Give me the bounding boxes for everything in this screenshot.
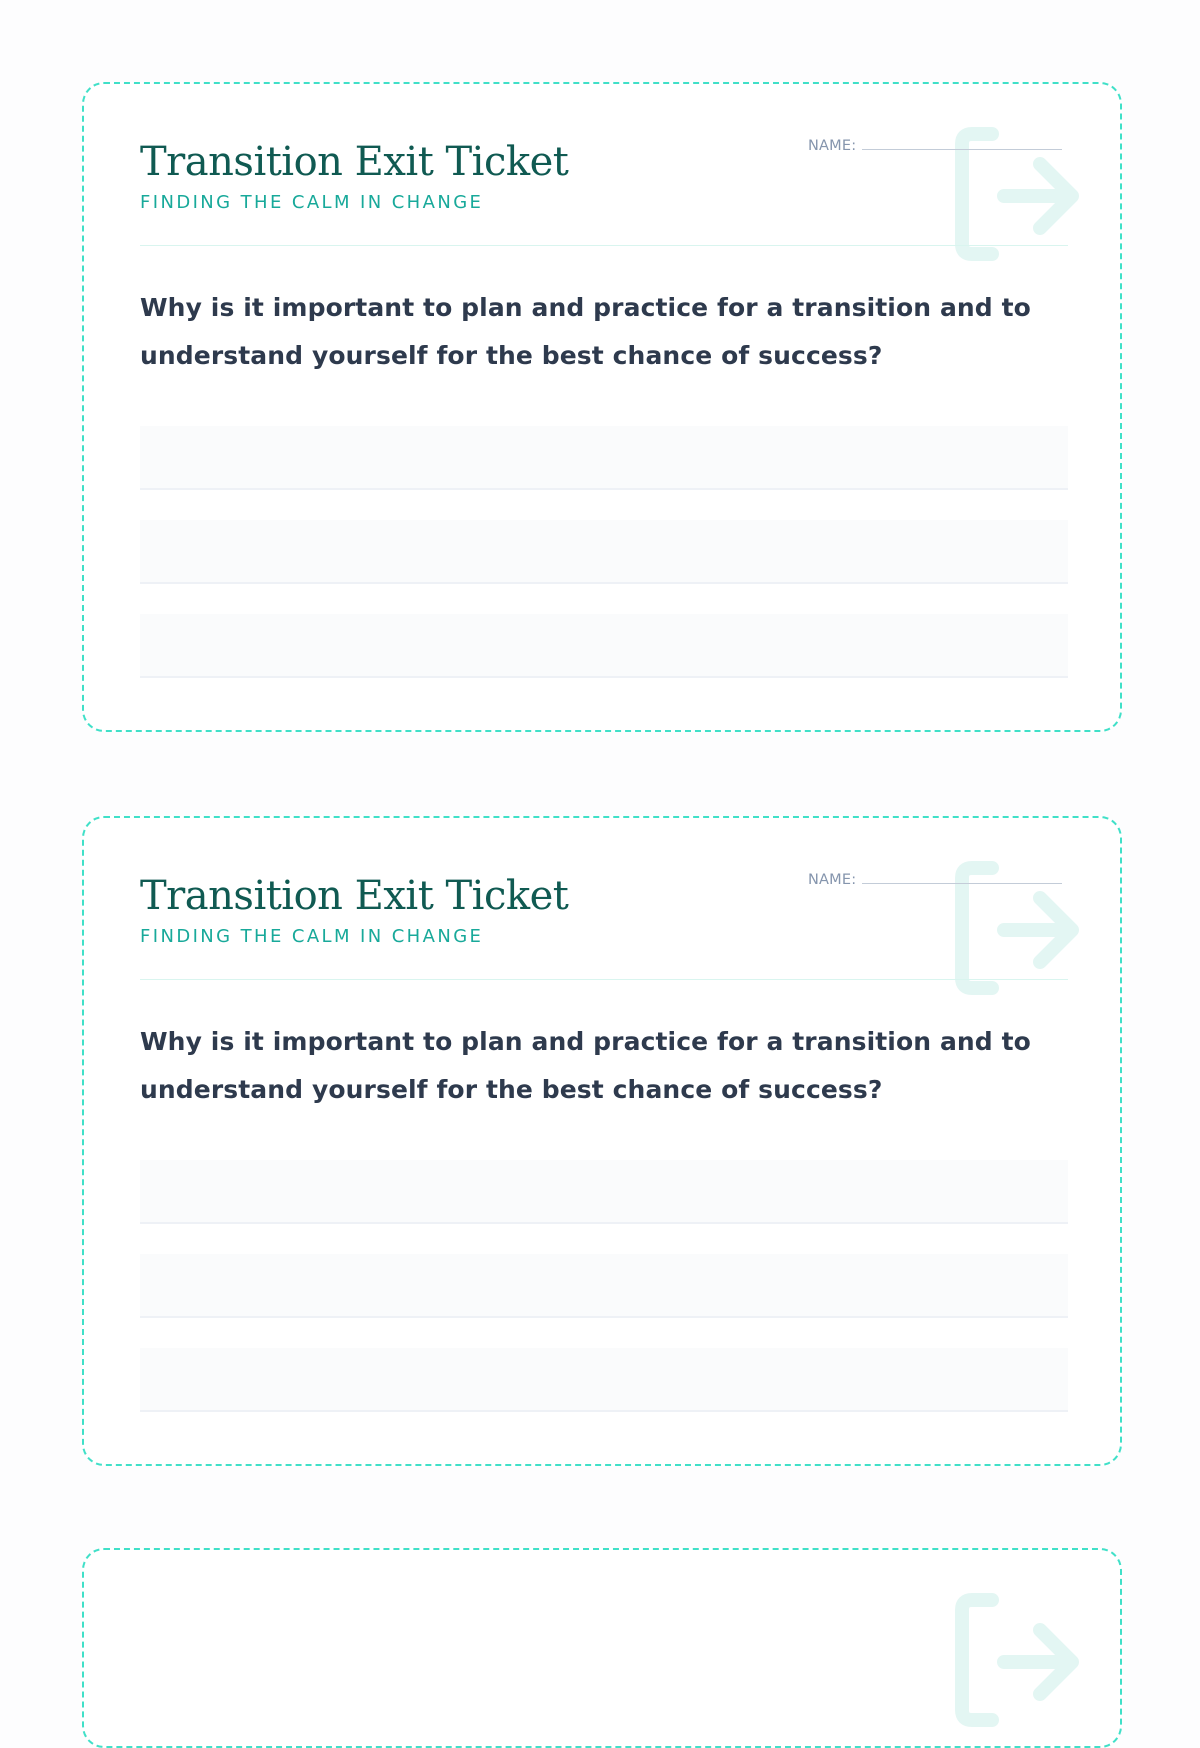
name-input-line[interactable] (862, 139, 1062, 150)
name-input-line[interactable] (862, 873, 1062, 884)
name-label: NAME: (808, 872, 857, 888)
answer-line[interactable] (140, 614, 1068, 678)
exit-ticket-card (82, 1548, 1122, 1748)
ticket-subtitle: FINDING THE CALM IN CHANGE (140, 926, 484, 947)
exit-ticket-card (82, 816, 1122, 1466)
name-field[interactable] (808, 872, 1062, 888)
header-divider (140, 979, 1068, 980)
ticket-question: Why is it important to plan and practice for a transition and to understand yourself for the best chance of success? (140, 293, 1031, 370)
answer-line[interactable] (140, 426, 1068, 490)
ticket-question: Why is it important to plan and practice for a transition and to understand yourself for the best chance of success? (140, 1027, 1031, 1104)
answer-line[interactable] (140, 1160, 1068, 1224)
answer-line[interactable] (140, 520, 1068, 584)
exit-arrow-icon (942, 1590, 1082, 1730)
ticket-subtitle: FINDING THE CALM IN CHANGE (140, 192, 484, 213)
header-divider (140, 245, 1068, 246)
answer-line[interactable] (140, 1348, 1068, 1412)
ticket-title: Transition Exit Ticket (140, 873, 569, 919)
name-field[interactable] (808, 138, 1062, 154)
exit-ticket-card (82, 82, 1122, 732)
name-label: NAME: (808, 138, 857, 154)
answer-line[interactable] (140, 1254, 1068, 1318)
ticket-title: Transition Exit Ticket (140, 139, 569, 185)
